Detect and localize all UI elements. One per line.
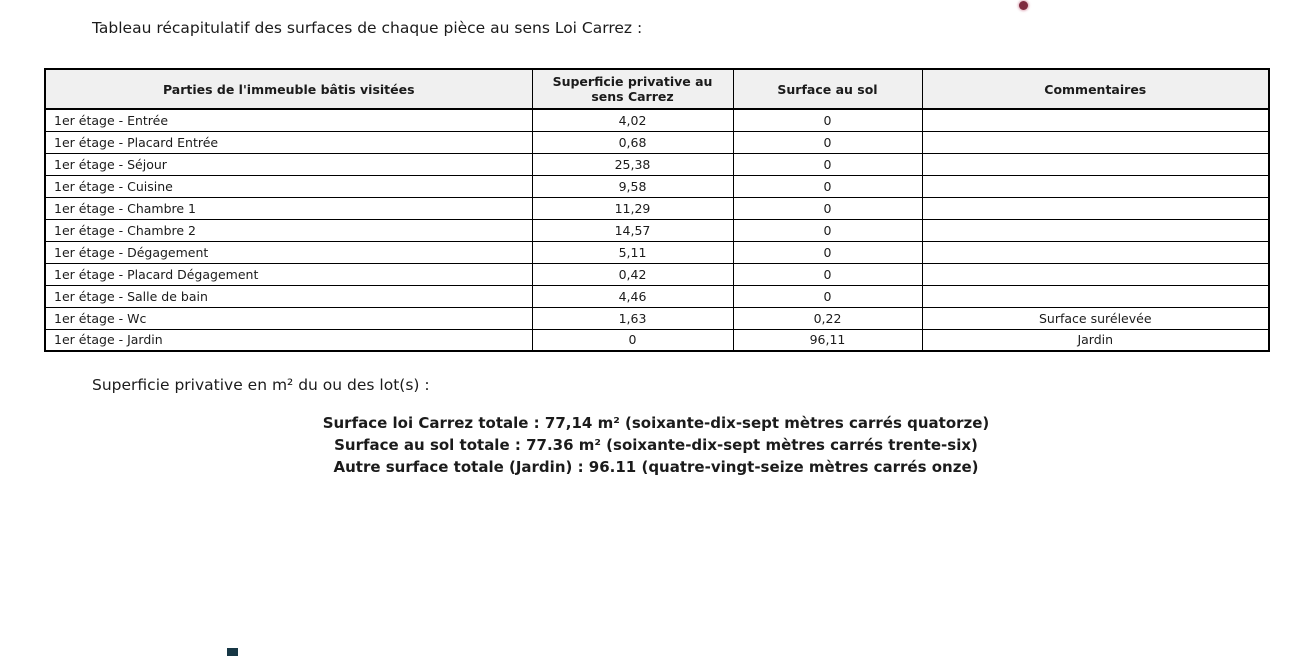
column-header-parties: Parties de l'immeuble bâtis visitées <box>45 69 532 109</box>
cell-floor: 0,22 <box>733 307 922 329</box>
table-row <box>45 109 1269 131</box>
cell-room: 1er étage - Jardin <box>45 329 532 351</box>
cell-room: 1er étage - Placard Dégagement <box>45 263 532 285</box>
cell-comment: Surface surélevée <box>922 307 1269 329</box>
cell-room: 1er étage - Chambre 2 <box>45 219 532 241</box>
cell-carrez: 0,68 <box>532 131 733 153</box>
cell-room: 1er étage - Séjour <box>45 153 532 175</box>
table-row <box>45 197 1269 219</box>
cell-floor: 0 <box>733 197 922 219</box>
subtitle: Superficie privative en m² du ou des lot(s) : <box>92 376 430 394</box>
column-header-commentaires: Commentaires <box>922 69 1269 109</box>
corner-mark <box>227 648 238 656</box>
cell-comment <box>922 241 1269 263</box>
table-header-row <box>45 69 1269 109</box>
cell-floor: 0 <box>733 131 922 153</box>
cell-comment <box>922 153 1269 175</box>
cell-carrez: 4,02 <box>532 109 733 131</box>
cell-carrez: 0,42 <box>532 263 733 285</box>
table-row <box>45 131 1269 153</box>
cell-carrez: 1,63 <box>532 307 733 329</box>
cell-comment <box>922 175 1269 197</box>
summary-line-floor-total: Surface au sol totale : 77.36 m² (soixante-dix-sept mètres carrés trente-six) <box>334 436 978 454</box>
cell-floor: 0 <box>733 153 922 175</box>
cell-carrez: 0 <box>532 329 733 351</box>
cell-room: 1er étage - Placard Entrée <box>45 131 532 153</box>
table-row <box>45 329 1269 351</box>
column-header-superficie-carrez: Superficie privative au sens Carrez <box>532 69 733 109</box>
cell-floor: 0 <box>733 285 922 307</box>
summary-block <box>0 412 1312 478</box>
surfaces-table <box>44 68 1270 352</box>
cell-room: 1er étage - Wc <box>45 307 532 329</box>
cell-room: 1er étage - Entrée <box>45 109 532 131</box>
summary-line-other-total: Autre surface totale (Jardin) : 96.11 (quatre-vingt-seize mètres carrés onze) <box>333 458 979 476</box>
page-title: Tableau récapitulatif des surfaces de chaque pièce au sens Loi Carrez : <box>92 19 643 37</box>
table-row <box>45 307 1269 329</box>
cell-floor: 96,11 <box>733 329 922 351</box>
cell-floor: 0 <box>733 263 922 285</box>
cell-carrez: 9,58 <box>532 175 733 197</box>
cell-comment <box>922 109 1269 131</box>
cell-room: 1er étage - Chambre 1 <box>45 197 532 219</box>
summary-line-carrez-total: Surface loi Carrez totale : 77,14 m² (soixante-dix-sept mètres carrés quatorze) <box>322 414 990 432</box>
table-row <box>45 285 1269 307</box>
cell-room: 1er étage - Salle de bain <box>45 285 532 307</box>
column-header-surface-au-sol: Surface au sol <box>733 69 922 109</box>
cell-comment <box>922 219 1269 241</box>
table-row <box>45 241 1269 263</box>
cell-carrez: 14,57 <box>532 219 733 241</box>
cell-comment: Jardin <box>922 329 1269 351</box>
cell-floor: 0 <box>733 109 922 131</box>
cell-carrez: 4,46 <box>532 285 733 307</box>
table-row <box>45 175 1269 197</box>
cell-room: 1er étage - Cuisine <box>45 175 532 197</box>
cell-room: 1er étage - Dégagement <box>45 241 532 263</box>
table-row <box>45 153 1269 175</box>
cell-carrez: 5,11 <box>532 241 733 263</box>
cell-comment <box>922 197 1269 219</box>
cell-floor: 0 <box>733 241 922 263</box>
cell-comment <box>922 263 1269 285</box>
red-dot-marker <box>1019 1 1028 10</box>
table-row <box>45 219 1269 241</box>
cell-floor: 0 <box>733 219 922 241</box>
cell-comment <box>922 285 1269 307</box>
cell-comment <box>922 131 1269 153</box>
cell-floor: 0 <box>733 175 922 197</box>
cell-carrez: 25,38 <box>532 153 733 175</box>
cell-carrez: 11,29 <box>532 197 733 219</box>
table-row <box>45 263 1269 285</box>
